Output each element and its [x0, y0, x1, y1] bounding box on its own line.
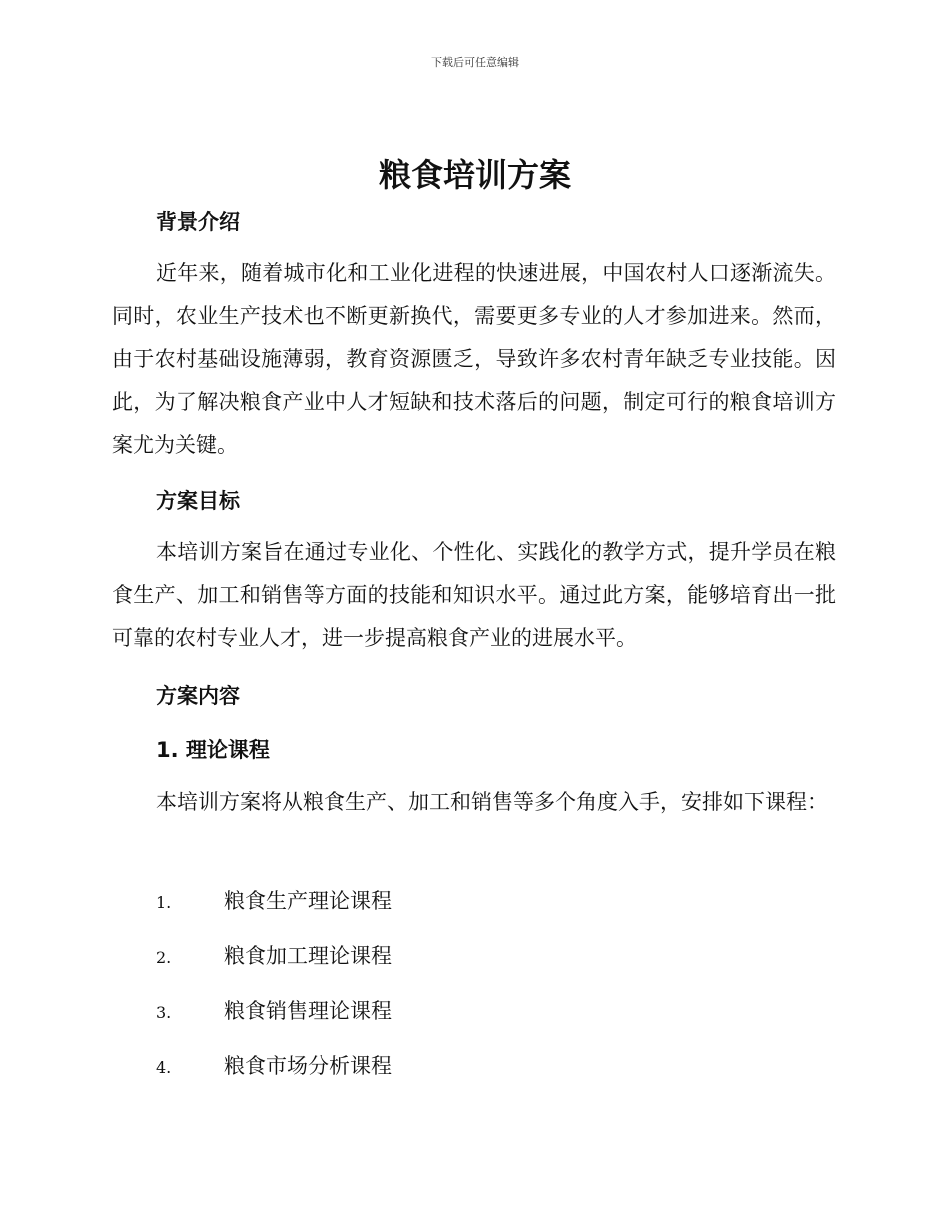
section-heading-background: 背景介绍 — [156, 210, 240, 234]
section-heading-goal: 方案目标 — [156, 489, 240, 513]
header-note: 下载后可任意编辑 — [431, 56, 519, 69]
section-heading-content: 方案内容 — [156, 684, 240, 708]
list-label: 粮食销售理论课程 — [224, 999, 392, 1023]
subheading-theory-courses: 1. 理论课程 — [156, 738, 270, 762]
list-number: 2. — [156, 948, 172, 967]
list-number: 1. — [156, 893, 172, 912]
paragraph-goal: 本培训方案旨在通过专业化、个性化、实践化的教学方式，提升学员在粮食生产、加工和销售等方面的技能和知识水平。通过此方案，能够培育出一批可靠的农村专业人才，进一步提高粮食产业的进展水平。 — [112, 540, 836, 650]
paragraph-background: 近年来，随着城市化和工业化进程的快速进展，中国农村人口逐渐流失。同时，农业生产技术也不断更新换代，需要更多专业的人才参加进来。然而，由于农村基础设施薄弱，教育资源匮乏，导致许多农村青年缺乏专业技能。因此，为了解决粮食产业中人才短缺和技术落后的问题，制定可行的粮食培训方案尤为关键。 — [112, 261, 836, 457]
document-title: 粮食培训方案 — [378, 156, 571, 194]
list-label: 粮食市场分析课程 — [224, 1054, 392, 1078]
list-item — [156, 940, 756, 970]
list-item — [156, 1050, 756, 1080]
list-number: 4. — [156, 1058, 172, 1077]
list-item — [156, 995, 756, 1025]
list-label: 粮食加工理论课程 — [224, 944, 392, 968]
list-label: 粮食生产理论课程 — [224, 889, 392, 913]
paragraph-content: 本培训方案将从粮食生产、加工和销售等多个角度入手，安排如下课程： — [156, 790, 828, 814]
list-number: 3. — [156, 1003, 172, 1022]
list-item — [156, 885, 756, 915]
